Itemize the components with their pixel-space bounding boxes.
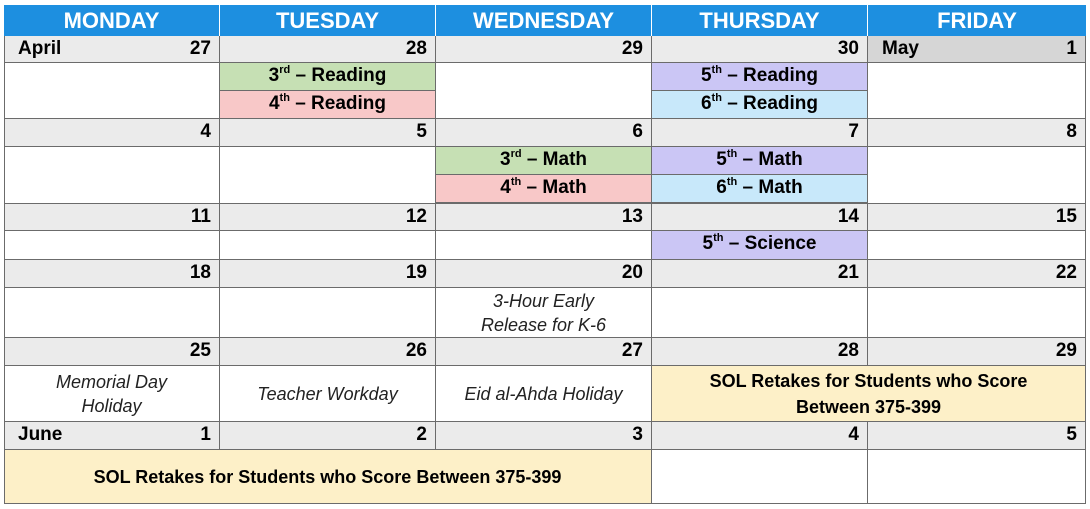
date-cell-may-20 [436, 260, 652, 288]
date-cell-may-22 [868, 260, 1086, 288]
event-grade5-math: 5th – Math [652, 147, 867, 175]
day-cell-may-13 [436, 231, 652, 260]
date-cell-jun-4 [652, 422, 868, 450]
day-number: 1 [200, 424, 211, 445]
event-grade6-math: 6th – Math [652, 175, 867, 203]
day-number: 27 [189, 38, 211, 59]
calendar [4, 5, 1086, 504]
day-cell-may-20 [436, 288, 652, 338]
day-cell-apr-30 [652, 63, 868, 119]
date-cell-may-8 [868, 119, 1086, 147]
date-cell-may-13 [436, 204, 652, 231]
day-cell-may-26 [220, 366, 436, 422]
sol-retakes-text: SOL Retakes for Students who Score Between 375-399 [709, 370, 1028, 417]
day-number: 7 [848, 121, 859, 142]
date-cell-may-25 [4, 338, 220, 366]
date-cell-may-14 [652, 204, 868, 231]
day-number: 12 [405, 206, 427, 227]
day-number: 28 [837, 340, 859, 361]
day-number: 29 [1055, 340, 1077, 361]
day-number: 27 [621, 340, 643, 361]
event-grade3-math: 3rd – Math [436, 147, 651, 175]
day-cell-may-4 [4, 147, 220, 204]
date-cell-may-28 [652, 338, 868, 366]
day-number: 19 [405, 262, 427, 283]
day-cell-may-22 [868, 288, 1086, 338]
day-number: 21 [837, 262, 859, 283]
header-thursday: THURSDAY [652, 5, 868, 36]
day-number: 14 [837, 206, 859, 227]
date-cell-jun-1 [4, 422, 220, 450]
date-cell-may-26 [220, 338, 436, 366]
day-number: 2 [416, 424, 427, 445]
sol-retakes-june-text: SOL Retakes for Students who Score Between 375-399 [93, 466, 562, 487]
date-cell-apr-27 [4, 36, 220, 63]
day-number: 20 [621, 262, 643, 283]
day-cell-jun-4 [652, 450, 868, 504]
date-cell-jun-2 [220, 422, 436, 450]
weekday-header-row [4, 5, 1086, 36]
date-cell-apr-28 [220, 36, 436, 63]
day-number: 6 [632, 121, 643, 142]
day-number: 5 [416, 121, 427, 142]
date-cell-may-29 [868, 338, 1086, 366]
header-wednesday: WEDNESDAY [436, 5, 652, 36]
day-cell-may-27 [436, 366, 652, 422]
month-label-april: April [18, 38, 62, 59]
day-cell-may-8 [868, 147, 1086, 204]
day-number: 25 [189, 340, 211, 361]
day-cell-may-19 [220, 288, 436, 338]
event-grade4-math: 4th – Math [436, 175, 651, 203]
header-tuesday: TUESDAY [220, 5, 436, 36]
day-number: 1 [1066, 38, 1077, 59]
day-number: 22 [1055, 262, 1077, 283]
note-teacher-workday: Teacher Workday [257, 383, 398, 404]
day-number: 4 [848, 424, 859, 445]
header-monday: MONDAY [4, 5, 220, 36]
day-cell-may-7 [652, 147, 868, 204]
day-number: 30 [837, 38, 859, 59]
date-cell-jun-5 [868, 422, 1086, 450]
day-number: 4 [200, 121, 211, 142]
day-number: 26 [405, 340, 427, 361]
day-number: 3 [632, 424, 643, 445]
date-cell-may-27 [436, 338, 652, 366]
date-cell-may-6 [436, 119, 652, 147]
date-cell-may-11 [4, 204, 220, 231]
header-friday: FRIDAY [868, 5, 1086, 36]
day-cell-apr-27 [4, 63, 220, 119]
day-number: 18 [189, 262, 211, 283]
day-cell-apr-28 [220, 63, 436, 119]
sol-retakes-may [652, 366, 1086, 422]
event-grade6-reading: 6th – Reading [652, 91, 867, 119]
day-number: 8 [1066, 121, 1077, 142]
day-number: 11 [190, 206, 211, 227]
event-grade3-reading: 3rd – Reading [220, 63, 435, 91]
event-grade5-reading: 5th – Reading [652, 63, 867, 91]
month-label-may: May [882, 38, 919, 59]
day-cell-may-18 [4, 288, 220, 338]
day-number: 13 [621, 206, 643, 227]
day-cell-may-21 [652, 288, 868, 338]
date-cell-jun-3 [436, 422, 652, 450]
note-early-release: 3-Hour Early Release for K-6 [480, 290, 607, 335]
month-label-june: June [18, 424, 63, 445]
date-cell-may-1 [868, 36, 1086, 63]
day-cell-may-14 [652, 231, 868, 260]
date-cell-may-15 [868, 204, 1086, 231]
day-cell-may-11 [4, 231, 220, 260]
day-cell-apr-29 [436, 63, 652, 119]
day-cell-may-12 [220, 231, 436, 260]
date-cell-may-18 [4, 260, 220, 288]
date-cell-may-5 [220, 119, 436, 147]
note-eid-holiday: Eid al-Ahda Holiday [464, 383, 623, 404]
date-cell-may-19 [220, 260, 436, 288]
date-cell-may-7 [652, 119, 868, 147]
sol-retakes-june [4, 450, 652, 504]
day-number: 29 [621, 38, 643, 59]
date-cell-may-4 [4, 119, 220, 147]
day-number: 5 [1066, 424, 1077, 445]
event-grade5-science: 5th – Science [652, 231, 867, 259]
date-cell-apr-30 [652, 36, 868, 63]
day-number: 28 [405, 38, 427, 59]
day-cell-may-15 [868, 231, 1086, 260]
day-cell-jun-5 [868, 450, 1086, 504]
date-cell-apr-29 [436, 36, 652, 63]
note-memorial-day: Memorial Day Holiday [55, 371, 168, 416]
date-cell-may-21 [652, 260, 868, 288]
date-cell-may-12 [220, 204, 436, 231]
day-cell-may-1 [868, 63, 1086, 119]
day-cell-may-25 [4, 366, 220, 422]
day-number: 15 [1055, 206, 1077, 227]
day-cell-may-6 [436, 147, 652, 204]
day-cell-may-5 [220, 147, 436, 204]
event-grade4-reading: 4th – Reading [220, 91, 435, 119]
